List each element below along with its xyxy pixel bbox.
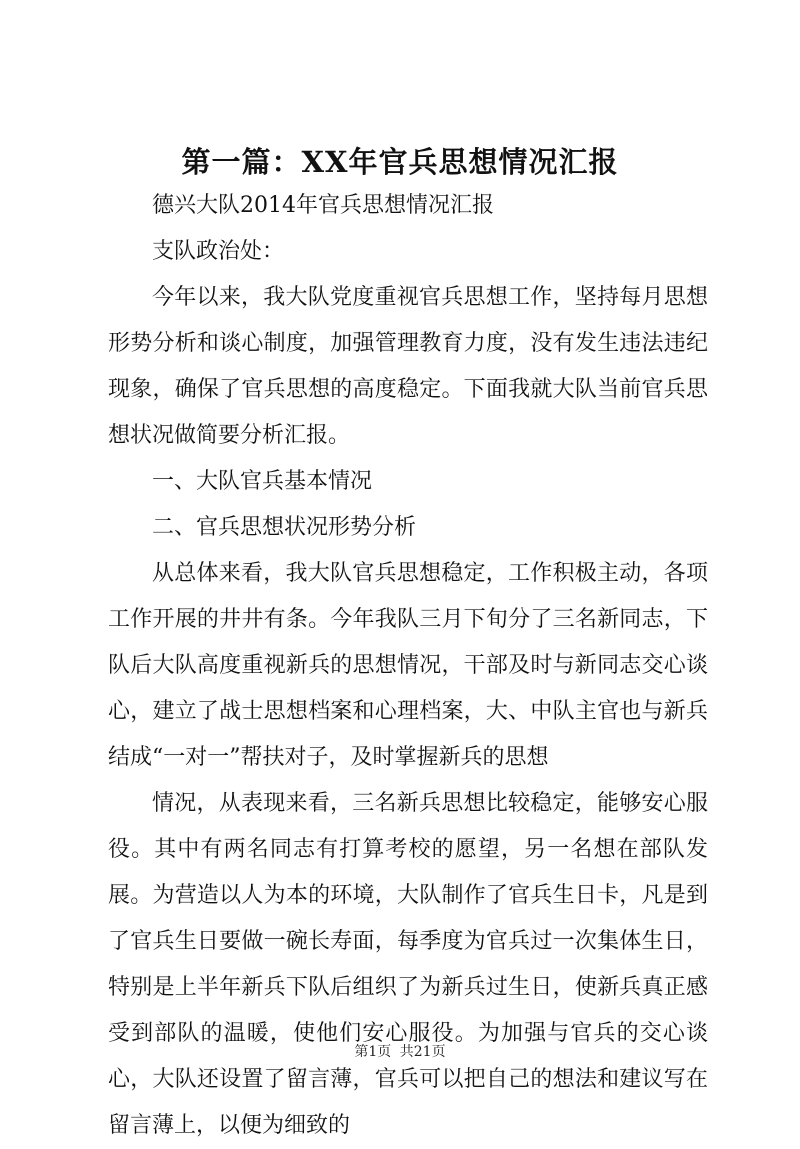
section-heading-analysis: 二、官兵思想状况形势分析 — [152, 515, 417, 540]
paragraph-details: 情况，从表现来看，三名新兵思想比较稳定，能够安心服役。其中有两名同志有打算考校的愿望，另一名想在部队发展。为营造以人为本的环境，大队制作了官兵生日卡，凡是到了官兵生日要做一碗长寿面，每季度为官兵过一次集体生日，特别是上半年新兵下队后组织了为新兵过生日，使新兵真正感受到部队的温暖，使他们安心服役。为加强与官兵的交心谈心，大队还设置了留言薄，官兵可以把自己的想法和建议写在留言薄上，以便为细致的 — [108, 791, 708, 1138]
paragraph-addressee: 支队政治处： — [152, 239, 285, 264]
paragraph-overall: 从总体来看，我大队官兵思想稳定，工作积极主动，各项工作开展的井井有条。今年我队三月下旬分了三名新同志，下队后大队高度重视新兵的思想情况，干部及时与新同志交心谈心，建立了战士思想档案和心理档案，大、中队主官也与新兵结成“一对一”帮扶对子，及时掌握新兵的思想 — [108, 561, 708, 770]
document-title: 第一篇：XX年官兵思想情况汇报 — [181, 145, 619, 179]
page-footer — [0, 1042, 800, 1062]
document-body — [108, 183, 708, 1149]
paragraph-intro: 今年以来，我大队党度重视官兵思想工作，坚持每月思想形势分析和谈心制度，加强管理教育力度，没有发生违法违纪现象，确保了官兵思想的高度稳定。下面我就大队当前官兵思想状况做简要分析汇报。 — [108, 285, 708, 448]
section-heading-basic-info: 一、大队官兵基本情况 — [152, 469, 373, 494]
paragraph-report-heading: 德兴大队2014年官兵思想情况汇报 — [152, 193, 494, 218]
page-total: 共21页 — [399, 1044, 446, 1060]
page-number: 第1页 — [354, 1044, 392, 1060]
